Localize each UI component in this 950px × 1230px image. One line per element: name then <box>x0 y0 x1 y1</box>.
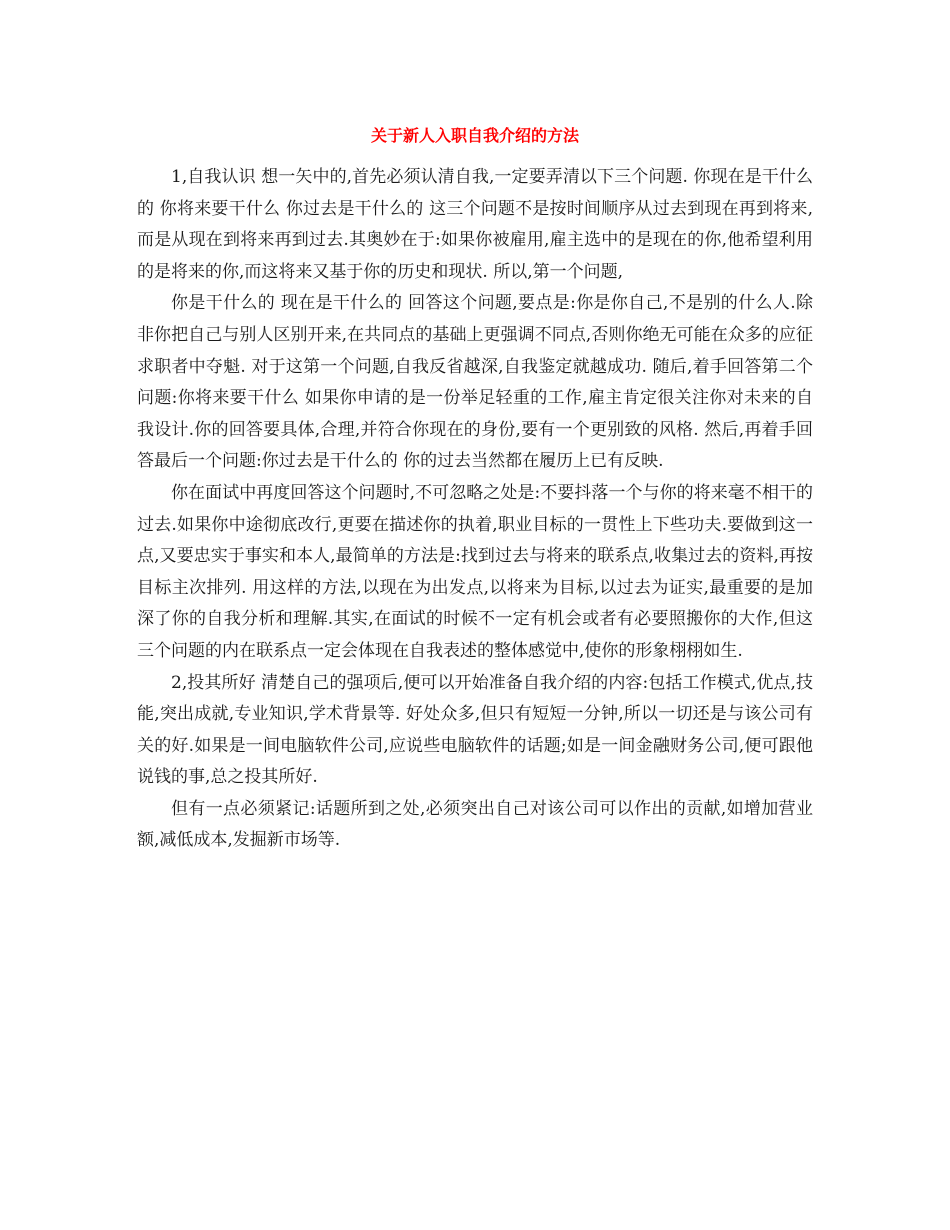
paragraph-1: 1,自我认识 想一矢中的,首先必须认清自我,一定要弄清以下三个问题. 你现在是干什么的 你将来要干什么 你过去是干什么的 这三个问题不是按时间顺序从过去到现在再到将来,而是从现在到将来再到过去.其奥妙在于:如果你被雇用,雇主选中的是现在的你,他希望利用的是将来的你,而这将来又基于你的历史和现状. 所以,第一个问题, <box>137 167 813 282</box>
paragraph-5: 但有一点必须紧记:话题所到之处,必须突出自己对该公司可以作出的贡献,如增加营业额,减低成本,发掘新市场等. <box>137 798 813 851</box>
document-title: 关于新人入职自我介绍的方法 <box>370 126 579 145</box>
paragraph-3: 你在面试中再度回答这个问题时,不可忽略之处是:不要抖落一个与你的将来毫不相干的过去.如果你中途彻底改行,更要在描述你的执着,职业目标的一贯性上下些功夫.要做到这一点,又要忠实于事实和本人,最简单的方法是:找到过去与将来的联系点,收集过去的资料,再按目标主次排列. 用这样的方法,以现在为出发点,以将来为目标,以过去为证实,最重要的是加深了你的自我分析和理解.其实,在面试的时候不一定有机会或者有必要照搬你的大作,但这三个问题的内在联系点一定会体现在自我表述的整体感觉中,使你的形象栩栩如生. <box>137 482 813 661</box>
paragraph-2: 你是干什么的 现在是干什么的 回答这个问题,要点是:你是你自己,不是别的什么人.除非你把自己与别人区别开来,在共同点的基础上更强调不同点,否则你绝无可能在众多的应征求职者中夺魁. 对于这第一个问题,自我反省越深,自我鉴定就越成功. 随后,着手回答第二个问题:你将来要干什么 如果你申请的是一份举足轻重的工作,雇主肯定很关注你对未来的自我设计.你的回答要具体,合理,并符合你现在的身份,要有一个更别致的风格. 然后,再着手回答最后一个问题:你过去是干什么的 你的过去当然都在履历上已有反映. <box>137 293 813 472</box>
paragraph-4: 2,投其所好 清楚自己的强项后,便可以开始准备自我介绍的内容:包括工作模式,优点,技能,突出成就,专业知识,学术背景等. 好处众多,但只有短短一分钟,所以一切还是与该公司有关的好.如果是一间电脑软件公司,应说些电脑软件的话题;如是一间金融财务公司,便可跟他说钱的事,总之投其所好. <box>137 672 813 788</box>
document-body <box>137 162 813 857</box>
